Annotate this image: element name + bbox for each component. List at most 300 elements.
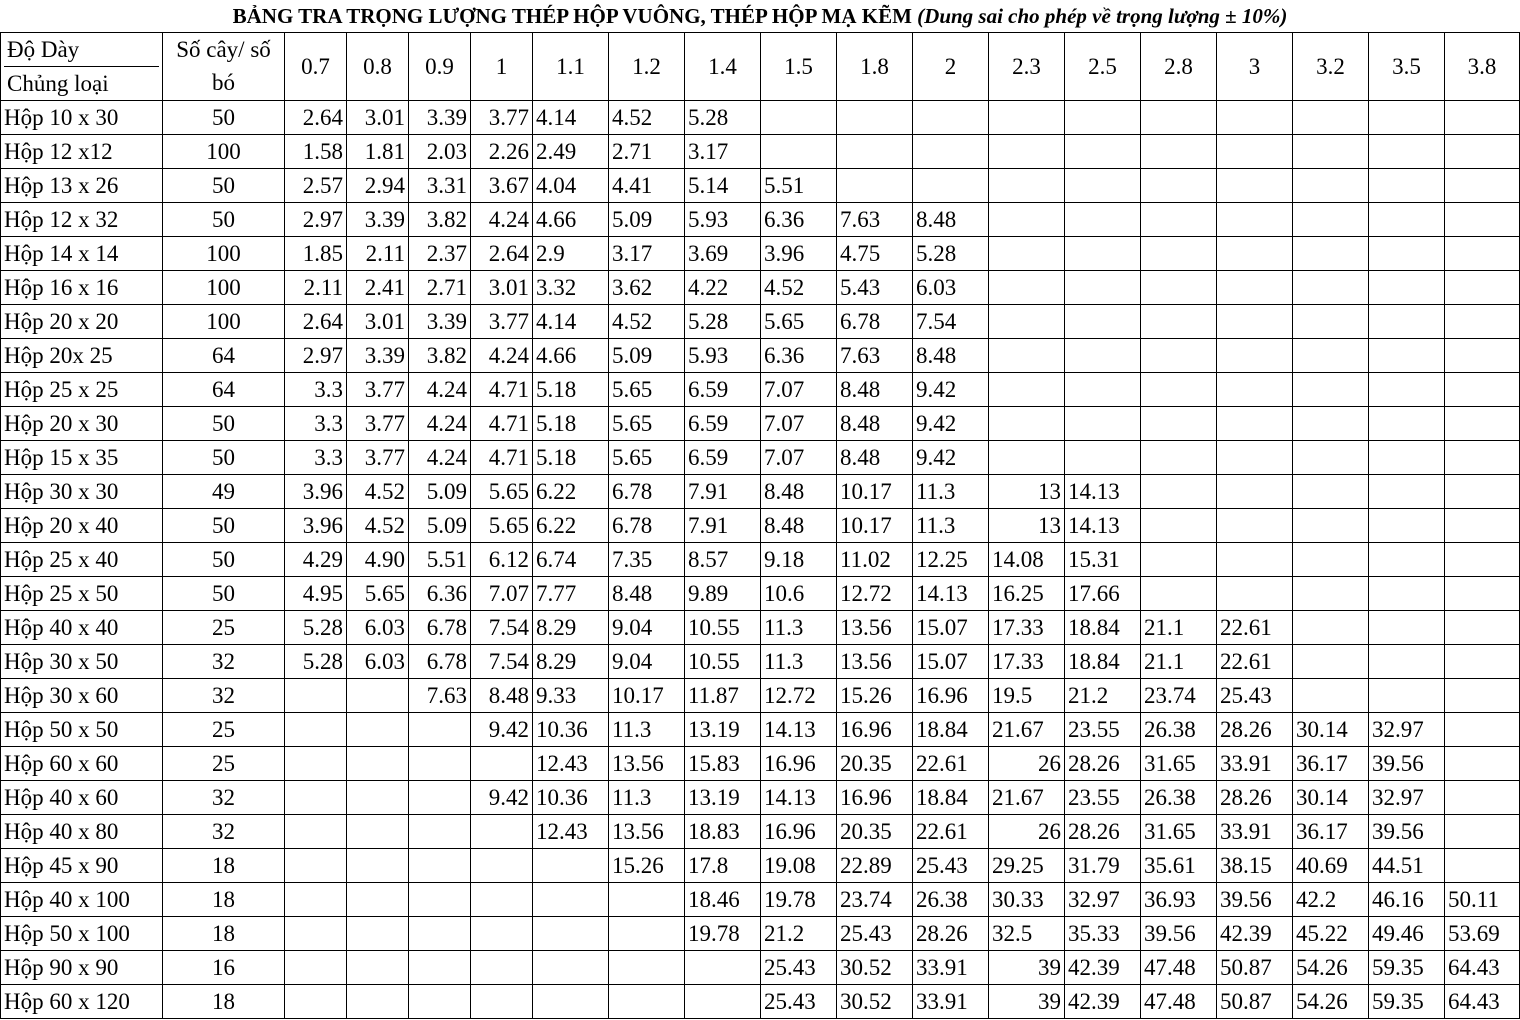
weight-cell: 23.55: [1065, 713, 1141, 747]
weight-cell: [1293, 135, 1369, 169]
weight-cell: 36.17: [1293, 815, 1369, 849]
product-type-cell: Hộp 16 x 16: [1, 271, 163, 305]
weight-cell: 5.28: [685, 305, 761, 339]
weight-cell: 3.3: [285, 373, 347, 407]
weight-cell: 44.51: [1369, 849, 1445, 883]
weight-cell: 4.71: [471, 441, 533, 475]
weight-cell: [609, 985, 685, 1019]
weight-cell: 16.96: [837, 713, 913, 747]
weight-cell: 8.48: [609, 577, 685, 611]
weight-cell: 39.56: [1141, 917, 1217, 951]
thickness-header-cell: 2.5: [1065, 33, 1141, 101]
weight-cell: 64.43: [1445, 985, 1520, 1019]
count-header-cell: [163, 33, 285, 101]
weight-cell: 6.59: [685, 373, 761, 407]
weight-cell: 45.22: [1293, 917, 1369, 951]
weight-cell: [1293, 509, 1369, 543]
weight-cell: 5.09: [609, 339, 685, 373]
weight-cell: 33.91: [1217, 815, 1293, 849]
weight-cell: [1445, 645, 1520, 679]
weight-cell: [913, 135, 989, 169]
weight-cell: [1293, 373, 1369, 407]
thickness-header-cell: 3.8: [1445, 33, 1520, 101]
weight-cell: [1445, 577, 1520, 611]
weight-cell: [347, 815, 409, 849]
product-type-cell: Hộp 20x 25: [1, 339, 163, 373]
weight-cell: [1445, 339, 1520, 373]
weight-cell: 28.26: [1065, 815, 1141, 849]
weight-cell: 39.56: [1369, 815, 1445, 849]
weight-cell: 12.72: [837, 577, 913, 611]
weight-cell: [1293, 611, 1369, 645]
count-label-line1: Số cây/ số: [176, 37, 271, 62]
weight-cell: [409, 883, 471, 917]
weight-cell: 11.3: [761, 645, 837, 679]
weight-cell: [1141, 101, 1217, 135]
weight-cell: [1217, 135, 1293, 169]
weight-cell: 7.07: [761, 373, 837, 407]
table-row: [1, 305, 1520, 339]
weight-cell: 6.78: [609, 509, 685, 543]
bundle-count-cell: 64: [163, 373, 285, 407]
weight-cell: [1065, 169, 1141, 203]
weight-cell: [1445, 611, 1520, 645]
weight-cell: [1293, 203, 1369, 237]
weight-cell: 8.48: [471, 679, 533, 713]
weight-cell: [1445, 543, 1520, 577]
weight-cell: [1369, 441, 1445, 475]
weight-cell: 8.48: [837, 441, 913, 475]
weight-cell: [285, 849, 347, 883]
bundle-count-cell: 50: [163, 543, 285, 577]
weight-cell: 4.71: [471, 373, 533, 407]
weight-cell: [471, 747, 533, 781]
product-type-cell: Hộp 50 x 50: [1, 713, 163, 747]
weight-cell: 32.5: [989, 917, 1065, 951]
weight-cell: [1369, 373, 1445, 407]
weight-cell: 13: [989, 509, 1065, 543]
weight-cell: 50.87: [1217, 951, 1293, 985]
weight-cell: 22.61: [1217, 645, 1293, 679]
weight-cell: 6.36: [409, 577, 471, 611]
weight-cell: [1445, 441, 1520, 475]
weight-cell: 5.09: [409, 475, 471, 509]
weight-cell: 5.65: [471, 509, 533, 543]
weight-cell: [761, 135, 837, 169]
weight-cell: 3.96: [285, 509, 347, 543]
weight-cell: 2.26: [471, 135, 533, 169]
weight-cell: [1217, 271, 1293, 305]
weight-cell: 15.07: [913, 645, 989, 679]
weight-cell: 3.31: [409, 169, 471, 203]
weight-cell: 9.04: [609, 611, 685, 645]
weight-cell: 4.52: [609, 305, 685, 339]
weight-cell: 30.14: [1293, 713, 1369, 747]
weight-cell: 18.83: [685, 815, 761, 849]
weight-cell: [1369, 237, 1445, 271]
table-row: [1, 747, 1520, 781]
weight-cell: 30.52: [837, 951, 913, 985]
weight-cell: 13.56: [609, 815, 685, 849]
weight-cell: 10.17: [609, 679, 685, 713]
weight-cell: [1369, 475, 1445, 509]
weight-cell: 4.66: [533, 339, 609, 373]
weight-cell: [347, 781, 409, 815]
weight-cell: [1445, 135, 1520, 169]
weight-cell: [1293, 271, 1369, 305]
weight-cell: [1065, 271, 1141, 305]
weight-cell: 9.04: [609, 645, 685, 679]
weight-cell: [1141, 203, 1217, 237]
weight-cell: 10.17: [837, 509, 913, 543]
weight-cell: 15.31: [1065, 543, 1141, 577]
bundle-count-cell: 100: [163, 305, 285, 339]
bundle-count-cell: 18: [163, 849, 285, 883]
weight-cell: 36.17: [1293, 747, 1369, 781]
weight-cell: 12.72: [761, 679, 837, 713]
weight-cell: 7.77: [533, 577, 609, 611]
weight-cell: 4.71: [471, 407, 533, 441]
weight-cell: [285, 951, 347, 985]
table-row: [1, 645, 1520, 679]
weight-cell: 19.5: [989, 679, 1065, 713]
table-row: [1, 203, 1520, 237]
weight-cell: 9.42: [471, 713, 533, 747]
weight-cell: [1217, 169, 1293, 203]
weight-cell: 4.14: [533, 101, 609, 135]
weight-cell: 2.41: [347, 271, 409, 305]
weight-cell: 3.39: [347, 339, 409, 373]
weight-cell: 5.65: [471, 475, 533, 509]
weight-cell: [409, 985, 471, 1019]
weight-cell: [1217, 543, 1293, 577]
bundle-count-cell: 25: [163, 713, 285, 747]
weight-cell: [1445, 713, 1520, 747]
weight-cell: 16.25: [989, 577, 1065, 611]
weight-cell: 16.96: [761, 747, 837, 781]
weight-cell: 3.17: [685, 135, 761, 169]
weight-cell: 2.03: [409, 135, 471, 169]
product-type-cell: Hộp 12 x 32: [1, 203, 163, 237]
weight-cell: 26: [989, 747, 1065, 781]
weight-cell: [1369, 407, 1445, 441]
weight-cell: 6.03: [347, 645, 409, 679]
weight-cell: 13.56: [837, 611, 913, 645]
weight-cell: 6.36: [761, 339, 837, 373]
weight-cell: [1369, 645, 1445, 679]
weight-cell: 6.78: [409, 645, 471, 679]
weight-cell: [471, 985, 533, 1019]
weight-cell: [533, 849, 609, 883]
bundle-count-cell: 50: [163, 203, 285, 237]
bundle-count-cell: 50: [163, 101, 285, 135]
table-row: [1, 169, 1520, 203]
weight-cell: 7.35: [609, 543, 685, 577]
weight-cell: 4.24: [409, 407, 471, 441]
weight-cell: 35.61: [1141, 849, 1217, 883]
weight-cell: 21.67: [989, 713, 1065, 747]
weight-cell: [1217, 339, 1293, 373]
weight-cell: 35.33: [1065, 917, 1141, 951]
weight-cell: 22.89: [837, 849, 913, 883]
weight-cell: [1065, 441, 1141, 475]
weight-cell: [1141, 237, 1217, 271]
weight-cell: [609, 951, 685, 985]
table-row: [1, 373, 1520, 407]
weight-cell: 4.52: [347, 509, 409, 543]
table-row: [1, 475, 1520, 509]
table-row: [1, 815, 1520, 849]
weight-cell: 23.74: [837, 883, 913, 917]
product-type-cell: Hộp 90 x 90: [1, 951, 163, 985]
thickness-header-cell: 1.4: [685, 33, 761, 101]
weight-cell: 18.84: [913, 713, 989, 747]
weight-cell: 6.12: [471, 543, 533, 577]
table-row: [1, 849, 1520, 883]
weight-cell: [1141, 373, 1217, 407]
table-row: [1, 985, 1520, 1019]
weight-cell: 2.97: [285, 339, 347, 373]
weight-cell: [1217, 373, 1293, 407]
weight-cell: 23.55: [1065, 781, 1141, 815]
weight-cell: 5.43: [837, 271, 913, 305]
weight-cell: [471, 883, 533, 917]
weight-cell: 25.43: [761, 951, 837, 985]
weight-cell: 19.08: [761, 849, 837, 883]
weight-cell: 26.38: [913, 883, 989, 917]
weight-cell: [989, 237, 1065, 271]
weight-cell: [1369, 509, 1445, 543]
weight-cell: 11.3: [609, 781, 685, 815]
thickness-header-cell: 3.5: [1369, 33, 1445, 101]
weight-cell: 26.38: [1141, 781, 1217, 815]
weight-cell: [989, 203, 1065, 237]
weight-cell: [1369, 543, 1445, 577]
weight-cell: [347, 849, 409, 883]
product-type-cell: Hộp 30 x 30: [1, 475, 163, 509]
table-row: [1, 883, 1520, 917]
weight-cell: 1.58: [285, 135, 347, 169]
weight-cell: 3.39: [347, 203, 409, 237]
corner-header-cell: [1, 33, 163, 101]
weight-cell: 6.74: [533, 543, 609, 577]
weight-cell: [913, 101, 989, 135]
weight-cell: [1369, 339, 1445, 373]
weight-cell: 3.39: [409, 101, 471, 135]
weight-cell: 7.63: [837, 203, 913, 237]
weight-cell: 6.59: [685, 441, 761, 475]
weight-cell: [347, 985, 409, 1019]
product-type-cell: Hộp 20 x 40: [1, 509, 163, 543]
weight-cell: 8.48: [761, 509, 837, 543]
thickness-header-cell: 1.2: [609, 33, 685, 101]
weight-cell: 5.65: [609, 441, 685, 475]
weight-cell: [1445, 509, 1520, 543]
weight-cell: [409, 781, 471, 815]
weight-cell: 5.18: [533, 373, 609, 407]
thickness-header-cell: 1.8: [837, 33, 913, 101]
weight-cell: [1217, 101, 1293, 135]
weight-cell: 13.19: [685, 781, 761, 815]
weight-cell: 10.55: [685, 611, 761, 645]
weight-cell: 31.65: [1141, 747, 1217, 781]
weight-cell: [471, 917, 533, 951]
weight-cell: 5.93: [685, 203, 761, 237]
thickness-label: Độ Dày: [4, 33, 159, 67]
weight-cell: [1293, 339, 1369, 373]
weight-cell: [685, 985, 761, 1019]
bundle-count-cell: 50: [163, 441, 285, 475]
weight-cell: [409, 747, 471, 781]
weight-cell: [1293, 101, 1369, 135]
table-row: [1, 543, 1520, 577]
weight-cell: [1445, 815, 1520, 849]
weight-cell: [989, 407, 1065, 441]
weight-cell: 42.2: [1293, 883, 1369, 917]
weight-cell: 4.95: [285, 577, 347, 611]
weight-cell: 3.77: [471, 305, 533, 339]
weight-cell: 17.8: [685, 849, 761, 883]
weight-cell: [1141, 475, 1217, 509]
weight-cell: [347, 917, 409, 951]
bundle-count-cell: 32: [163, 679, 285, 713]
weight-cell: 3.62: [609, 271, 685, 305]
weight-cell: 17.66: [1065, 577, 1141, 611]
bundle-count-cell: 16: [163, 951, 285, 985]
weight-cell: 8.48: [913, 203, 989, 237]
weight-cell: [409, 713, 471, 747]
weight-cell: 20.35: [837, 747, 913, 781]
weight-cell: [1065, 237, 1141, 271]
table-row: [1, 679, 1520, 713]
weight-cell: 10.6: [761, 577, 837, 611]
weight-cell: 53.69: [1445, 917, 1520, 951]
weight-cell: 39.56: [1369, 747, 1445, 781]
weight-cell: 15.07: [913, 611, 989, 645]
weight-cell: [347, 679, 409, 713]
product-type-cell: Hộp 60 x 60: [1, 747, 163, 781]
weight-cell: 3.67: [471, 169, 533, 203]
weight-cell: 18.84: [913, 781, 989, 815]
weight-cell: 4.52: [761, 271, 837, 305]
weight-cell: 7.54: [471, 611, 533, 645]
product-type-cell: Hộp 30 x 60: [1, 679, 163, 713]
weight-cell: 3.32: [533, 271, 609, 305]
weight-cell: 4.52: [347, 475, 409, 509]
weight-cell: 59.35: [1369, 985, 1445, 1019]
weight-cell: 42.39: [1065, 985, 1141, 1019]
weight-cell: [761, 101, 837, 135]
weight-cell: [285, 713, 347, 747]
product-type-cell: Hộp 50 x 100: [1, 917, 163, 951]
weight-cell: 26: [989, 815, 1065, 849]
weight-cell: 15.83: [685, 747, 761, 781]
bundle-count-cell: 25: [163, 747, 285, 781]
thickness-header-cell: 2.3: [989, 33, 1065, 101]
table-row: [1, 407, 1520, 441]
weight-cell: 6.59: [685, 407, 761, 441]
weight-cell: 4.14: [533, 305, 609, 339]
weight-cell: [1293, 237, 1369, 271]
weight-cell: [1445, 203, 1520, 237]
title-tolerance-note: (Dung sai cho phép về trọng lượng ± 10%): [917, 4, 1288, 28]
weight-cell: 17.33: [989, 645, 1065, 679]
bundle-count-cell: 18: [163, 985, 285, 1019]
weight-cell: 4.24: [409, 441, 471, 475]
bundle-count-cell: 18: [163, 917, 285, 951]
weight-cell: [1445, 237, 1520, 271]
weight-cell: 6.78: [409, 611, 471, 645]
bundle-count-cell: 49: [163, 475, 285, 509]
weight-cell: 5.65: [347, 577, 409, 611]
weight-cell: 54.26: [1293, 951, 1369, 985]
weight-cell: 3.82: [409, 339, 471, 373]
weight-cell: 12.43: [533, 815, 609, 849]
weight-cell: [1141, 169, 1217, 203]
weight-cell: 18.46: [685, 883, 761, 917]
weight-cell: 8.57: [685, 543, 761, 577]
weight-cell: 38.15: [1217, 849, 1293, 883]
table-row: [1, 135, 1520, 169]
weight-cell: 30.52: [837, 985, 913, 1019]
weight-cell: 21.1: [1141, 645, 1217, 679]
weight-cell: [609, 917, 685, 951]
weight-cell: 7.07: [761, 407, 837, 441]
weight-cell: 25.43: [1217, 679, 1293, 713]
weight-cell: [409, 815, 471, 849]
weight-cell: [1293, 645, 1369, 679]
weight-cell: 2.49: [533, 135, 609, 169]
weight-cell: 7.54: [471, 645, 533, 679]
weight-cell: 7.63: [837, 339, 913, 373]
weight-cell: 2.94: [347, 169, 409, 203]
weight-cell: [1141, 407, 1217, 441]
weight-cell: 25.43: [913, 849, 989, 883]
bundle-count-cell: 32: [163, 781, 285, 815]
weight-cell: 5.28: [913, 237, 989, 271]
weight-cell: [1369, 679, 1445, 713]
count-label-line2: bó: [212, 70, 235, 95]
weight-cell: [1293, 577, 1369, 611]
weight-cell: 32.97: [1369, 713, 1445, 747]
weight-cell: [913, 169, 989, 203]
weight-cell: 1.81: [347, 135, 409, 169]
weight-cell: [347, 951, 409, 985]
weight-cell: [347, 713, 409, 747]
weight-cell: 21.2: [761, 917, 837, 951]
weight-cell: [1369, 611, 1445, 645]
weight-cell: 14.13: [761, 781, 837, 815]
weight-cell: 47.48: [1141, 951, 1217, 985]
weight-cell: [1217, 407, 1293, 441]
weight-cell: 14.13: [1065, 509, 1141, 543]
table-title: [0, 0, 1520, 32]
weight-cell: 3.96: [761, 237, 837, 271]
weight-cell: 16.96: [761, 815, 837, 849]
weight-cell: 9.42: [913, 441, 989, 475]
title-main: BẢNG TRA TRỌNG LƯỢNG THÉP HỘP VUÔNG, THÉP HỘP MẠ KẼM: [232, 4, 912, 28]
weight-cell: 39: [989, 985, 1065, 1019]
weight-cell: 64.43: [1445, 951, 1520, 985]
weight-cell: 14.13: [761, 713, 837, 747]
table-row: [1, 917, 1520, 951]
weight-cell: 5.28: [685, 101, 761, 135]
weight-cell: [989, 305, 1065, 339]
weight-cell: 39.56: [1217, 883, 1293, 917]
product-type-cell: Hộp 14 x 14: [1, 237, 163, 271]
weight-cell: 7.07: [761, 441, 837, 475]
weight-cell: 42.39: [1217, 917, 1293, 951]
